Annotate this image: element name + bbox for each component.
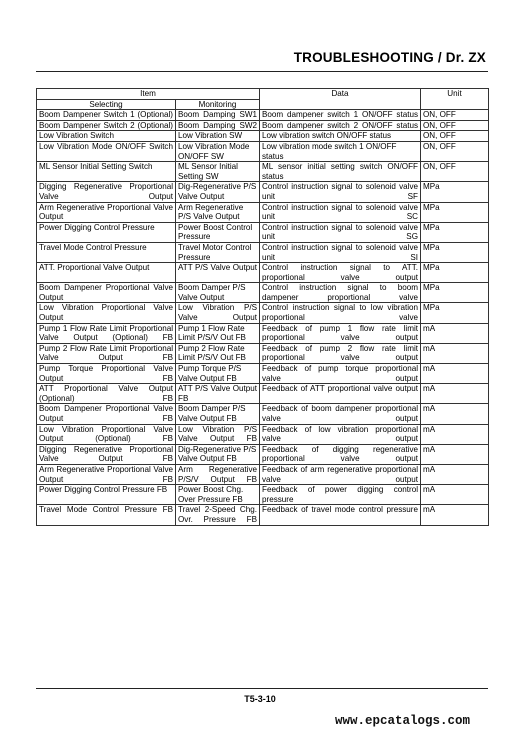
header-selecting: Selecting	[37, 99, 176, 110]
selecting-cell: Power Digging Control Pressure FB	[37, 485, 176, 505]
table-row	[37, 131, 489, 142]
selecting-cell: Pump Torque Proportional Valve Output FB	[37, 364, 176, 384]
monitoring-cell: Dig-Regenerative P/S Valve Output	[176, 182, 260, 202]
data-cell: Control instruction signal to solenoid valve unit SI	[260, 242, 421, 262]
unit-cell: ON, OFF	[421, 131, 489, 142]
unit-cell: mA	[421, 464, 489, 484]
monitoring-cell: ATT P/S Valve Output FB	[176, 384, 260, 404]
unit-cell: mA	[421, 444, 489, 464]
unit-cell: ON, OFF	[421, 110, 489, 121]
selecting-cell: Boom Dampener Switch 2 (Optional)	[37, 120, 176, 131]
selecting-cell: Arm Regenerative Proportional Valve Output FB	[37, 464, 176, 484]
table-row	[37, 263, 489, 283]
data-cell: Feedback of pump 2 flow rate limit proportional valve output	[260, 343, 421, 363]
data-cell: Low vibration mode switch 1 ON/OFF status	[260, 141, 421, 161]
unit-cell: MPa	[421, 182, 489, 202]
unit-cell: MPa	[421, 242, 489, 262]
table-row	[37, 202, 489, 222]
table-row	[37, 424, 489, 444]
selecting-cell: Travel Mode Control Pressure	[37, 242, 176, 262]
selecting-cell: Boom Dampener Proportional Valve Output	[37, 283, 176, 303]
unit-cell: mA	[421, 404, 489, 424]
footer-rule	[36, 688, 488, 689]
data-cell: Control instruction signal to solenoid valve unit SC	[260, 202, 421, 222]
selecting-cell: Pump 2 Flow Rate Limit Proportional Valve Output FB	[37, 343, 176, 363]
unit-cell: mA	[421, 364, 489, 384]
table-row	[37, 364, 489, 384]
page-number: T5-3-10	[244, 694, 276, 704]
monitoring-cell: Arm Regenerative P/S Valve Output	[176, 202, 260, 222]
header-monitoring: Monitoring	[176, 99, 260, 110]
selecting-cell: Low Vibration Proportional Valve Output	[37, 303, 176, 323]
table-row	[37, 485, 489, 505]
monitoring-cell: Pump 2 Flow Rate Limit P/S/V Out FB	[176, 343, 260, 363]
unit-cell: mA	[421, 343, 489, 363]
selecting-cell: Digging Regenerative Proportional Valve Output FB	[37, 444, 176, 464]
monitoring-cell: ML Sensor Initial Setting SW	[176, 162, 260, 182]
selecting-cell: ATT. Proportional Valve Output	[37, 263, 176, 283]
monitoring-cell: Travel Motor Control Pressure	[176, 242, 260, 262]
data-cell: ML sensor initial setting switch ON/OFF status	[260, 162, 421, 182]
unit-cell: MPa	[421, 303, 489, 323]
table-row	[37, 323, 489, 343]
unit-cell: ON, OFF	[421, 141, 489, 161]
selecting-cell: ML Sensor Initial Setting Switch	[37, 162, 176, 182]
table-row	[37, 162, 489, 182]
data-cell: Control instruction signal to low vibration proportional valve	[260, 303, 421, 323]
selecting-cell: Pump 1 Flow Rate Limit Proportional Valve Output (Optional) FB	[37, 323, 176, 343]
table-row	[37, 303, 489, 323]
data-cell: Feedback of arm regenerative proportional valve output	[260, 464, 421, 484]
table-row	[37, 505, 489, 525]
monitoring-cell: Boom Damper P/S Valve Output FB	[176, 404, 260, 424]
header-rule	[36, 71, 488, 72]
monitoring-cell: Travel 2-Speed Chg. Ovr. Pressure FB	[176, 505, 260, 525]
monitoring-cell: Boom Damper P/S Valve Output	[176, 283, 260, 303]
header-data: Data	[260, 89, 421, 110]
data-cell: Feedback of travel mode control pressure	[260, 505, 421, 525]
monitoring-cell: Low Vibration Mode ON/OFF SW	[176, 141, 260, 161]
monitoring-cell: Low Vibration P/S Valve Output	[176, 303, 260, 323]
monitoring-cell: ATT P/S Valve Output	[176, 263, 260, 283]
watermark-text: www.epcatalogs.com	[334, 714, 470, 728]
selecting-cell: Low Vibration Proportional Valve Output (Optional) FB	[37, 424, 176, 444]
monitoring-cell: Power Boost Chg. Over Pressure FB	[176, 485, 260, 505]
table-row	[37, 444, 489, 464]
selecting-cell: Digging Regenerative Proportional Valve Output	[37, 182, 176, 202]
data-cell: Feedback of pump 1 flow rate limit proportional valve output	[260, 323, 421, 343]
monitoring-cell: Dig-Regenerative P/S Valve Output FB	[176, 444, 260, 464]
unit-cell: mA	[421, 384, 489, 404]
table-row	[37, 141, 489, 161]
data-cell: Feedback of ATT proportional valve output	[260, 384, 421, 404]
table-row	[37, 110, 489, 121]
data-cell: Control instruction signal to solenoid valve unit SG	[260, 222, 421, 242]
selecting-cell: Power Digging Control Pressure	[37, 222, 176, 242]
data-cell: Feedback of power digging control pressure	[260, 485, 421, 505]
table-row	[37, 222, 489, 242]
selecting-cell: Boom Dampener Switch 1 (Optional)	[37, 110, 176, 121]
unit-cell: mA	[421, 424, 489, 444]
monitoring-cell: Arm Regenerative P/S/V Output FB	[176, 464, 260, 484]
unit-cell: mA	[421, 485, 489, 505]
header-unit: Unit	[421, 89, 489, 110]
monitoring-cell: Boom Damping SW1	[176, 110, 260, 121]
data-cell: Control instruction signal to solenoid valve unit SF	[260, 182, 421, 202]
unit-cell: ON, OFF	[421, 120, 489, 131]
selecting-cell: Low Vibration Mode ON/OFF Switch	[37, 141, 176, 161]
data-cell: Low vibration switch ON/OFF status	[260, 131, 421, 142]
data-cell: Control instruction signal to ATT. proportional valve output	[260, 263, 421, 283]
data-cell: Boom dampener switch 2 ON/OFF status	[260, 120, 421, 131]
monitoring-cell: Pump 1 Flow Rate Limit P/S/V Out FB	[176, 323, 260, 343]
table-row	[37, 343, 489, 363]
selecting-cell: Boom Dampener Proportional Valve Output FB	[37, 404, 176, 424]
page-title: TROUBLESHOOTING / Dr. ZX	[293, 50, 486, 65]
unit-cell: mA	[421, 323, 489, 343]
unit-cell: mA	[421, 505, 489, 525]
data-cell: Feedback of boom dampener proportional valve output	[260, 404, 421, 424]
unit-cell: ON, OFF	[421, 162, 489, 182]
data-cell: Boom dampener switch 1 ON/OFF status	[260, 110, 421, 121]
table-row	[37, 283, 489, 303]
unit-cell: MPa	[421, 202, 489, 222]
header-item: Item	[37, 89, 260, 100]
monitoring-cell: Power Boost Control Pressure	[176, 222, 260, 242]
data-cell: Feedback of low vibration proportional valve output	[260, 424, 421, 444]
table-row	[37, 384, 489, 404]
selecting-cell: Travel Mode Control Pressure FB	[37, 505, 176, 525]
monitoring-cell: Low Vibration SW	[176, 131, 260, 142]
monitoring-cell: Low Vibration P/S Valve Output FB	[176, 424, 260, 444]
unit-cell: MPa	[421, 283, 489, 303]
table-row	[37, 242, 489, 262]
table-row	[37, 182, 489, 202]
table-row	[37, 120, 489, 131]
troubleshooting-table	[36, 88, 489, 526]
data-cell: Feedback of pump torque proportional valve output	[260, 364, 421, 384]
table-row	[37, 464, 489, 484]
unit-cell: MPa	[421, 222, 489, 242]
data-cell: Control instruction signal to boom dampener proportional valve	[260, 283, 421, 303]
data-cell: Feedback of digging regenerative proportional valve output	[260, 444, 421, 464]
table-row	[37, 404, 489, 424]
monitoring-cell: Boom Damping SW2	[176, 120, 260, 131]
monitoring-cell: Pump Torque P/S Valve Output FB	[176, 364, 260, 384]
selecting-cell: Arm Regenerative Proportional Valve Output	[37, 202, 176, 222]
selecting-cell: Low Vibration Switch	[37, 131, 176, 142]
unit-cell: MPa	[421, 263, 489, 283]
selecting-cell: ATT Proportional Valve Output (Optional) FB	[37, 384, 176, 404]
